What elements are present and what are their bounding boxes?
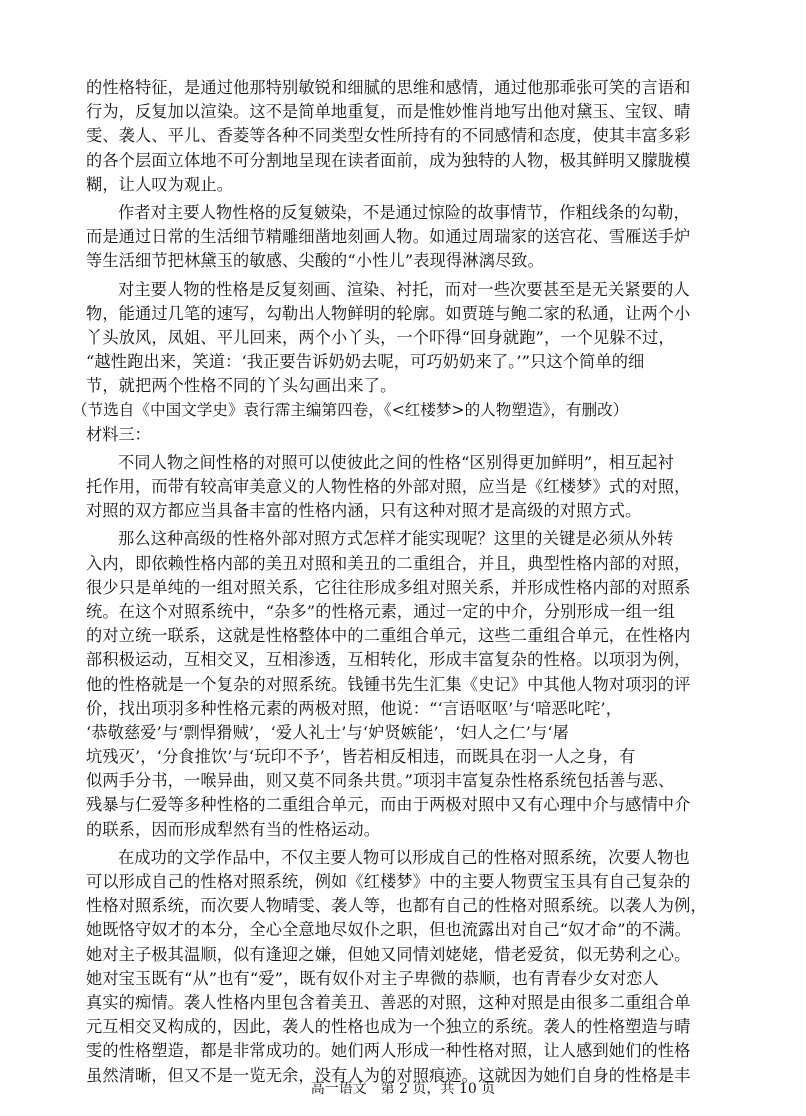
- text-line: 入内，即依赖性格内部的美丑对照和美丑的二重组合，并且，典型性格内部的对照，: [86, 553, 691, 573]
- text-line: 他的性格就是一个复杂的对照系统。钱锺书先生汇集《史记》中其他人物对项羽的评: [86, 674, 691, 694]
- text-line: “越性跑出来，笑道：‘我正要告诉奶奶去呢，可巧奶奶来了。’”只这个简单的细: [86, 352, 645, 372]
- paragraph: [86, 201, 732, 274]
- page-footer: 高一语文 第 2 页，共 10 页: [310, 1081, 496, 1097]
- text-line: 残暴与仁爱等多种性格的二重组合单元，而由于两极对照中又有心理中介与感情中介: [86, 795, 691, 815]
- text-line: 对主要人物的性格是反复刻画、渲染、衬托，而对一些次要甚至是无关紧要的人: [118, 279, 690, 299]
- material-label: 材料三：: [86, 424, 151, 444]
- text-line: 元互相交叉构成的，因此，袭人的性格也成为一个独立的系统。袭人的性格塑造与晴: [86, 1017, 691, 1037]
- text-line: 似两手分书，一喉异曲，则又莫不同条共贯。”项羽丰富复杂性格系统包括善与恶、: [86, 771, 675, 791]
- text-line: 物，能通过几笔的速写，勾勒出人物鲜明的轮廓。如贾琏与鲍二家的私通，让两个小: [86, 303, 691, 323]
- text-line: 可以形成自己的性格对照系统，例如《红楼梦》中的主要人物贾宝玉具有自己复杂的: [86, 872, 691, 891]
- paragraph: [86, 278, 732, 399]
- text-line: 的各个层面立体地不可分割地呈现在读者面前，成为独特的人物，极其鲜明又朦胧模: [86, 150, 691, 170]
- text-line: ‘恭敬慈爱’与‘剽悍猾贼’，‘爱人礼士’与‘妒贤嫉能’，‘妇人之仁’与‘屠: [86, 722, 570, 742]
- text-line: 糊，让人叹为观止。: [86, 174, 234, 194]
- text-line: 等生活细节把林黛玉的敏感、尖酸的“小性儿”表现得淋漓尽致。: [86, 251, 544, 271]
- text-line: 不同人物之间性格的对照可以使彼此之间的性格“区别得更加鲜明”，相互起衬: [118, 452, 674, 472]
- text-line: 真实的痴情。袭人性格内里包含着美丑、善恶的对照，这种对照是由很多二重组合单: [86, 992, 691, 1012]
- text-line: 的联系，因而形成犁然有当的性格运动。: [86, 819, 381, 839]
- text-line: 她对宝玉既有“从”也有“爱”，既有奴仆对主子卑微的恭顺，也有青春少女对恋人: [86, 968, 659, 988]
- text-line: 作者对主要人物性格的反复皴染，不是通过惊险的故事情节，作粗线条的勾勒，: [118, 202, 690, 222]
- text-line: 坑残灭’，‘分食推饮’与‘玩印不予’，皆若相反相违，而既具在羽一人之身，有: [86, 747, 636, 767]
- text-line: 节，就把两个性格不同的丫头勾画出来了。: [86, 376, 397, 396]
- text-line: 她对主子极其温顺，似有逢迎之嫌，但她又同情刘姥姥，惜老爱贫，似无势利之心。: [86, 944, 691, 964]
- text-line: 对照的双方都应当具备丰富的性格内涵，只有这种对照才是高级的对照方式。: [86, 501, 642, 521]
- paragraph: [86, 76, 732, 197]
- text-line: 价，找出项羽多种性格元素的两极对照，他说：“‘言语呕呕’与‘喑恶叱咤’，: [86, 698, 623, 718]
- text-line: 统。在这个对照系统中，“杂多”的性格元素，通过一定的中介，分别形成一组一组: [86, 601, 675, 621]
- text-line: 她既恪守奴才的本分，全心全意地尽奴仆之职，但也流露出对自己“奴才命”的不满。: [86, 920, 691, 940]
- source-note: （节选自《中国文学史》袁行霈主编第四卷，《<红楼梦>的人物塑造》，有删改）: [72, 401, 629, 420]
- paragraph: [86, 451, 732, 524]
- text-line: 行为，反复加以渲染。这不是简单地重复，而是惟妙惟肖地写出他对黛玉、宝钗、晴: [86, 102, 691, 122]
- text-line: 性格对照系统，而次要人物晴雯、袭人等，也都有自己的性格对照系统。以袭人为例，: [86, 896, 707, 916]
- text-line: 的性格特征，是通过他那特别敏锐和细腻的思维和感情，通过他那乖张可笑的言语和: [86, 78, 691, 97]
- text-line: 的对立统一联系，这就是性格整体中的二重组合单元，这些二重组合单元，在性格内: [86, 626, 691, 646]
- text-line: 虽然清晰，但又不是一览无余，没有人为的对照痕迹。这就因为她们自身的性格是丰: [86, 1065, 691, 1085]
- paragraph: [86, 527, 732, 841]
- paragraph: [86, 846, 732, 1088]
- text-line: 雯、袭人、平儿、香菱等各种不同类型女性所持有的不同感情和态度，使其丰富多彩: [86, 126, 691, 146]
- text-line: 雯的性格塑造，都是非常成功的。她们两人形成一种性格对照，让人感到她们的性格: [86, 1041, 691, 1061]
- page-body: [72, 76, 732, 1088]
- text-line: 托作用，而带有较高审美意义的人物性格的外部对照，应当是《红楼梦》式的对照，: [86, 477, 691, 496]
- text-line: 丫头放风，凤姐、平儿回来，两个小丫头，一个吓得“回身就跑”，一个见躲不过，: [86, 327, 675, 347]
- text-line: 而是通过日常的生活细节精雕细凿地刻画人物。如通过周瑞家的送宫花、雪雁送手炉: [86, 227, 691, 247]
- text-line: 在成功的文学作品中，不仅主要人物可以形成自己的性格对照系统，次要人物也: [118, 847, 690, 867]
- text-line: 部积极运动，互相交叉，互相渗透，互相转化，形成丰富复杂的性格。以项羽为例，: [86, 650, 691, 670]
- text-line: 那么这种高级的性格外部对照方式怎样才能实现呢？这里的关键是必须从外转: [118, 529, 674, 549]
- text-line: 很少只是单纯的一组对照关系，它往往形成多组对照关系，并形成性格内部的对照系: [86, 577, 691, 597]
